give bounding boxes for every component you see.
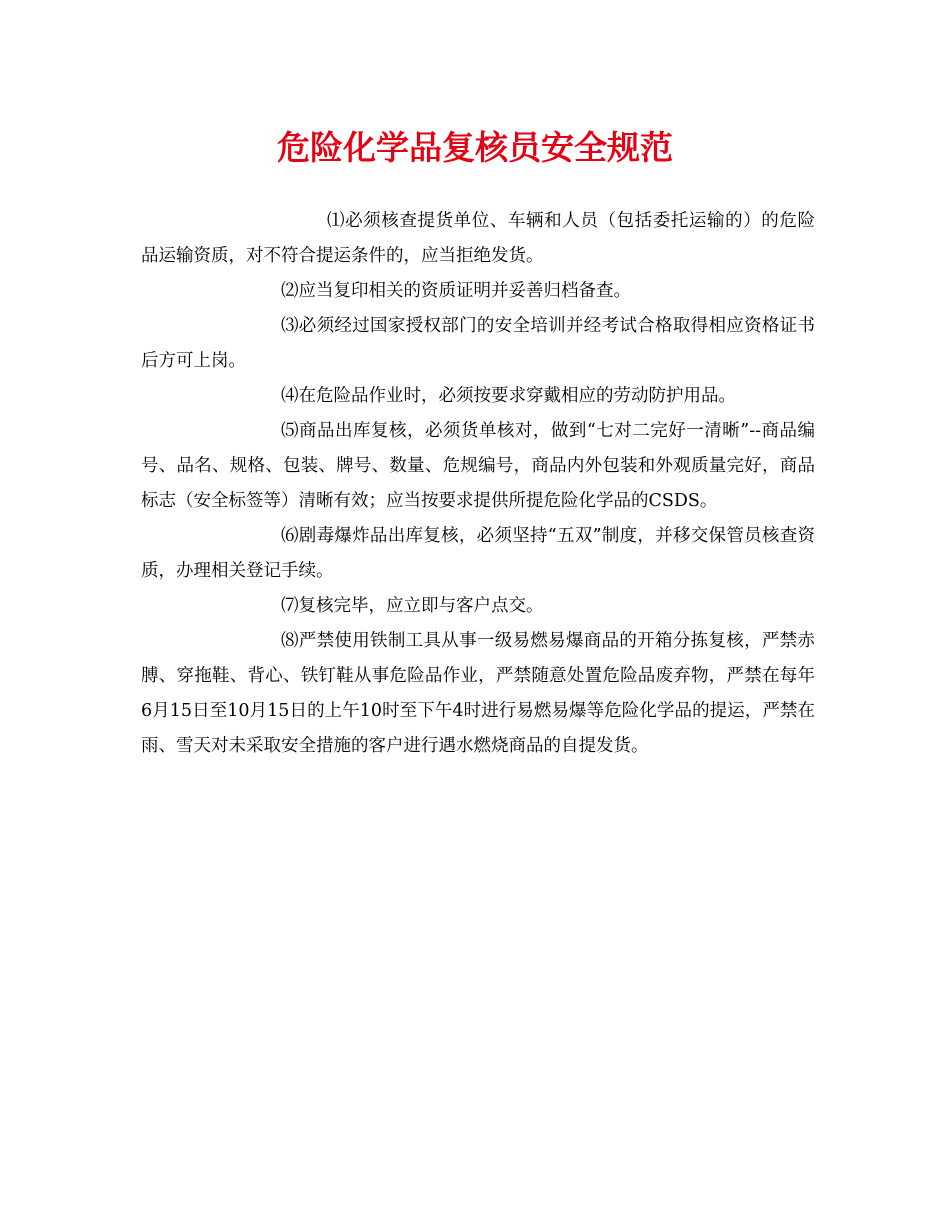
paragraph-4: ⑷在危险品作业时，必须按要求穿戴相应的劳动防护用品。 [281, 386, 736, 406]
paragraph-6: ⑹剧毒爆炸品出库复核，必须坚持“五双”制度，并移交保管员核查资质，办理相关登记手续。 [141, 526, 815, 581]
paragraph-2: ⑵应当复印相关的资质证明并妥善归档备查。 [281, 281, 631, 301]
paragraph-8: ⑻严禁使用铁制工具从事一级易燃易爆商品的开箱分拣复核，严禁赤膊、穿拖鞋、背心、铁钉鞋从事危险品作业，严禁随意处置危险品废弃物，严禁在每年6月15日至10月15日的上午10时至下午4时进行易燃易爆等危险化学品的提运，严禁在雨、雪天对未采取安全措施的客户进行遇水燃烧商品的自提发货。 [141, 631, 815, 756]
document-body [141, 204, 815, 764]
document-title: 危险化学品复核员安全规范 [277, 128, 673, 167]
paragraph-1: ⑴必须核查提货单位、车辆和人员（包括委托运输的）的危险品运输资质，对不符合提运条件的，应当拒绝发货。 [141, 211, 815, 266]
paragraph-7: ⑺复核完毕，应立即与客户点交。 [281, 596, 544, 616]
paragraph-5: ⑸商品出库复核，必须货单核对，做到“七对二完好一清晰”--商品编号、品名、规格、包装、牌号、数量、危规编号，商品内外包装和外观质量完好，商品标志（安全标签等）清晰有效；应当按要求提供所提危险化学品的CSDS。 [141, 421, 815, 511]
paragraph-3: ⑶必须经过国家授权部门的安全培训并经考试合格取得相应资格证书后方可上岗。 [141, 316, 815, 371]
